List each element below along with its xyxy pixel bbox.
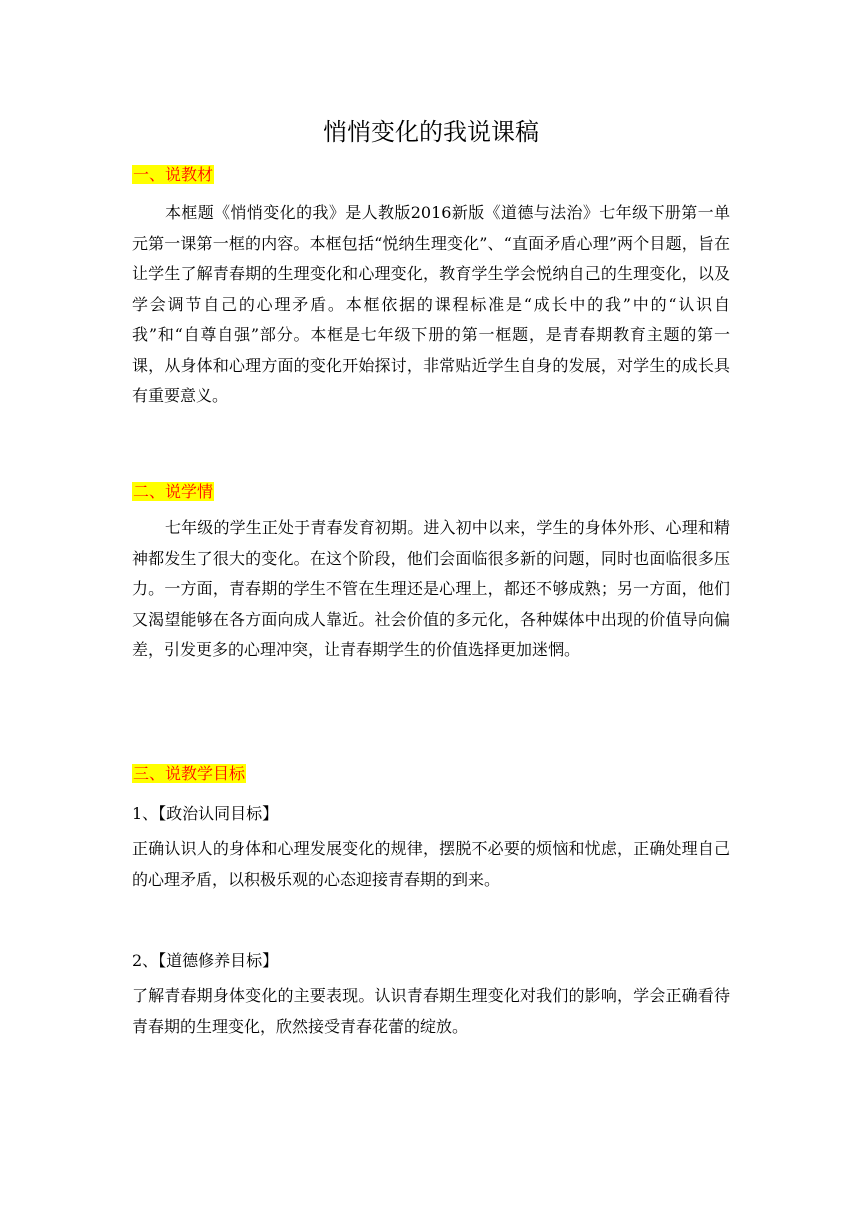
section-heading-students [132,481,214,503]
highlighted-heading-text: 一、说教材 [133,165,214,184]
goal-text-political: 正确认识人的身体和心理发展变化的规律，摆脱不必要的烦恼和忧虑，正确处理自己的心理矛盾，以积极乐观的心态迎接青春期的到来。 [132,839,730,889]
document-title: 悄悄变化的我说课稿 [323,118,539,146]
goal-label-moral: 2、【道德修养目标】 [132,951,279,970]
goal-text-moral: 了解青春期身体变化的主要表现。认识青春期生理变化对我们的影响，学会正确看待青春期的生理变化，欣然接受青春花蕾的绽放。 [132,986,730,1036]
highlighted-heading-text: 三、说教学目标 [133,764,246,783]
section-heading-goals [132,763,246,785]
goal-label-political: 1、【政治认同目标】 [132,804,279,823]
highlighted-heading-text: 二、说学情 [133,482,214,501]
section-heading-textbook [132,164,214,186]
section-paragraph-students: 七年级的学生正处于青春发育初期。进入初中以来，学生的身体外形、心理和精神都发生了很大的变化。在这个阶段，他们会面临很多新的问题，同时也面临很多压力。一方面，青春期的学生不管在生理还是心理上，都还不够成熟；另一方面，他们又渴望能够在各方面向成人靠近。社会价值的多元化，各种媒体中出现的价值导向偏差，引发更多的心理冲突，让青春期学生的价值选择更加迷惘。 [132,518,730,659]
section-paragraph-textbook: 本框题《悄悄变化的我》是人教版2016新版《道德与法治》七年级下册第一单元第一课第一框的内容。本框包括“悦纳生理变化”、“直面矛盾心理”两个目题，旨在让学生了解青春期的生理变化和心理变化，教育学生学会悦纳自己的生理变化，以及学会调节自己的心理矛盾。本框依据的课程标准是“成长中的我”中的“认识自我”和“自尊自强”部分。本框是七年级下册的第一框题，是青春期教育主题的第一课，从身体和心理方面的变化开始探讨，非常贴近学生自身的发展，对学生的成长具有重要意义。 [132,203,730,405]
